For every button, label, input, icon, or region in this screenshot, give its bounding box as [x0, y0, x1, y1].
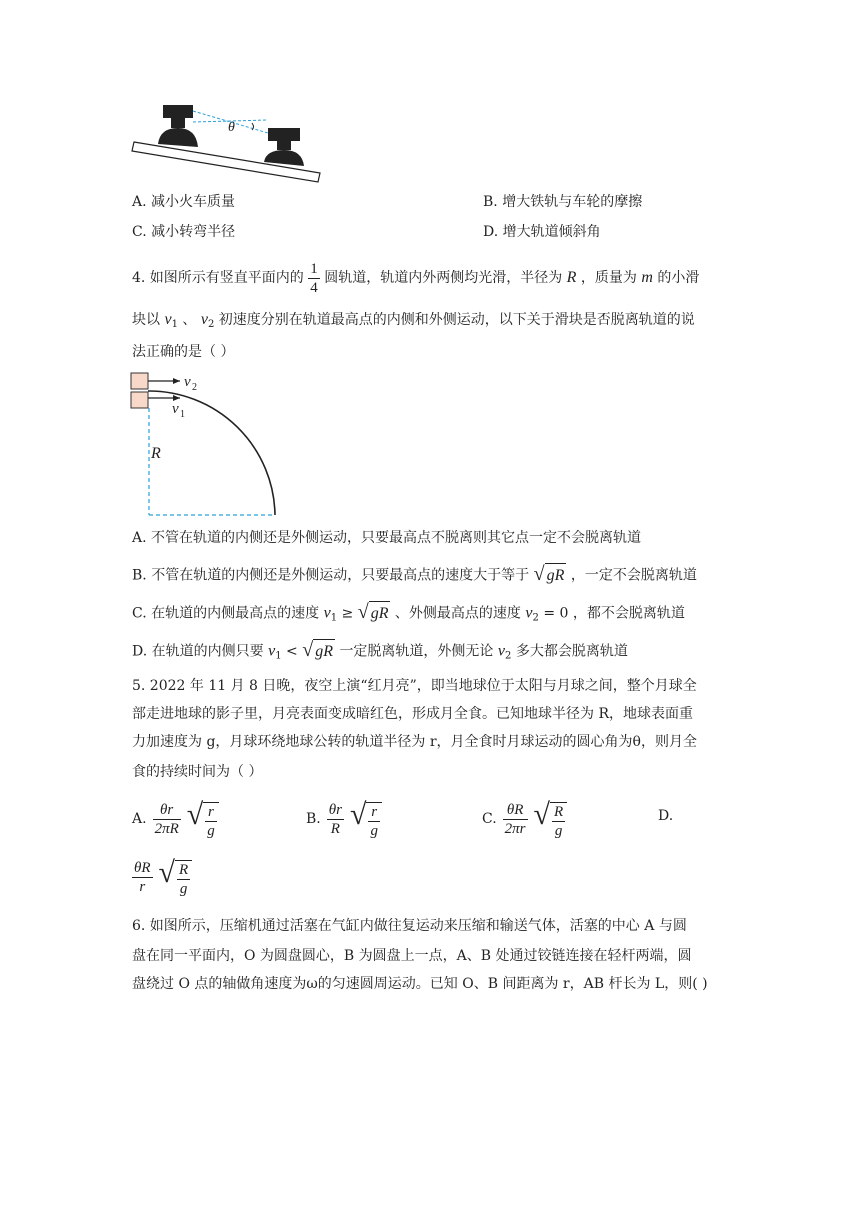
q3-option-b: B. 增大铁轨与车轮的摩擦: [483, 194, 643, 210]
q4-option-a: A. 不管在轨道的内侧还是外侧运动，只要最高点不脱离则其它点一定不会脱离轨道: [132, 530, 642, 546]
q4-quarter-arc: [148, 391, 275, 515]
q4-option-d: D. 在轨道的内侧只要 $v_1$ < √ gR 一定脱离轨道，外侧无论 $v_2$ 多大都会脱离轨道: [132, 638, 628, 662]
q3-right-wheel: [264, 128, 304, 166]
q4-option-b: B. 不管在轨道的内侧还是外侧运动，只要最高点的速度大于等于 √ gR ，一定不会脱离轨道: [132, 562, 697, 586]
q4-block-outer: [131, 373, 148, 389]
q6-line-3: 盘绕过 O 点的轴做角速度为ω的匀速圆周运动。已知 O、B 间距离为 r，AB 杆长为 L，则( ): [132, 976, 708, 992]
q3-angle-arc: [252, 123, 254, 130]
q4-line-2: 块以 $v_1$ 、 $v_2$ 初速度分别在轨道最高点的内侧和外侧运动，以下关于滑块是否脱离轨道的说: [132, 311, 695, 330]
q5-option-b: B. $\frac{\theta r}{R}$ √ $\frac{r}{g}$: [306, 794, 382, 844]
q5-line-3: 力加速度为 g，月球环绕地球公转的轨道半径为 r，月全食时月球运动的圆心角为θ，则月全: [132, 734, 697, 750]
q3-option-a: A. 减小火车质量: [132, 194, 236, 210]
q5-line-4: 食的持续时间为（ ）: [132, 764, 263, 780]
q4-line-1: 4. 如图所示有竖直平面内的 $\frac{1}{4}$ 圆轨道，轨道内外两侧均光滑，半径为 R ，质量为 m 的小滑: [132, 260, 700, 296]
q4-line-3: 法正确的是（ ）: [132, 344, 235, 360]
q3-left-wheel: [158, 105, 198, 147]
q4-fig-v1-sub: 1: [180, 409, 185, 420]
q5-option-d: $\frac{\theta R}{r}$ √ $\frac{R}{g}$: [132, 852, 192, 902]
q5-line-2: 部走进地球的影子里，月亮表面变成暗红色，形成月全食。已知地球半径为 R，地球表面重: [132, 706, 693, 722]
q5-line-1: 5. 2022 年 11 月 8 日晚，夜空上演“红月亮”，即当地球位于太阳与月球之间，整个月球全: [132, 678, 697, 694]
q4-fig-R: R: [151, 445, 161, 462]
q6-line-1: 6. 如图所示，压缩机通过活塞在气缸内做往复运动来压缩和输送气体，活塞的中心 A 与圆: [132, 918, 687, 934]
q4-fig-v1: v: [172, 401, 179, 417]
q4-option-c: C. 在轨道的内侧最高点的速度 $v_1$ ≥ √ gR 、外侧最高点的速度 $v_2 = 0$ ，都不会脱离轨道: [132, 600, 685, 624]
q4-fraction: $\frac{1}{4}$: [310, 260, 318, 296]
q4-track-figure: [128, 368, 288, 518]
q5-option-d-label: D.: [658, 808, 674, 824]
q4-fig-v2: v: [184, 374, 191, 390]
q4-fig-v2-sub: 2: [192, 382, 197, 393]
q4-block-inner: [131, 392, 148, 408]
q3-angle-label: θ: [228, 120, 235, 135]
q6-line-2: 盘在同一平面内，O 为圆盘圆心，B 为圆盘上一点，A、B 处通过铰链连接在轻杆两端，圆: [132, 948, 692, 964]
q3-option-d: D. 增大轨道倾斜角: [483, 224, 601, 240]
q5-option-a: A. $\frac{\theta r}{2\pi R}$ √ $\frac{r}{g}$: [132, 794, 219, 844]
q3-track-figure: [128, 100, 328, 186]
q5-option-c: C. $\frac{\theta R}{2\pi r}$ √ $\frac{R}{g}$: [482, 794, 567, 844]
q3-option-c: C. 减小转弯半径: [132, 224, 236, 240]
